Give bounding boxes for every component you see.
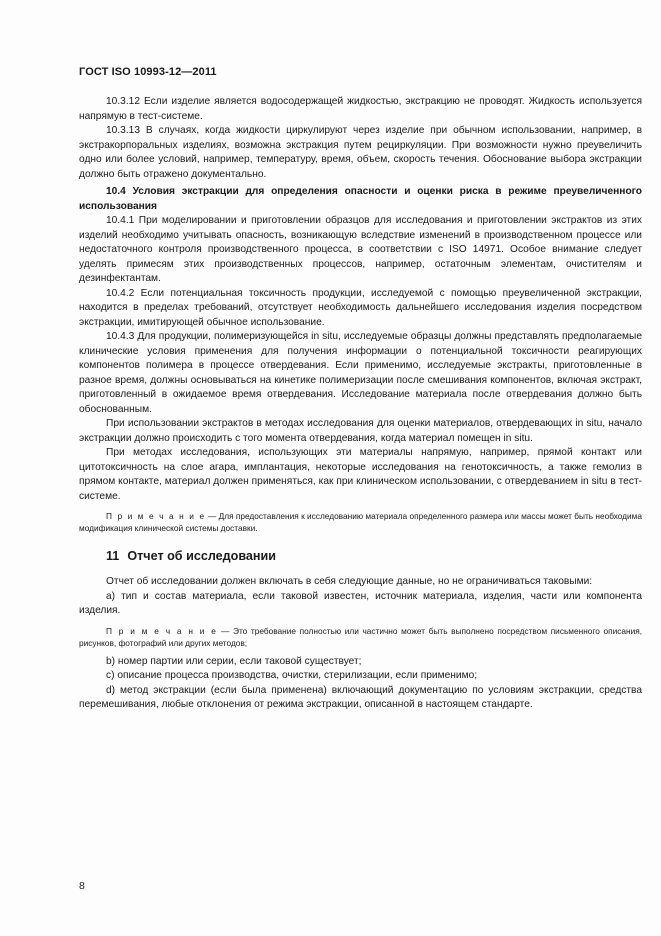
paragraph-10-3-12: 10.3.12 Если изделие является водосодержащей жидкостью, экстракцию не проводят. Жидкость используется напрямую в тест-системе. <box>79 96 642 122</box>
section-11-number: 11 <box>106 549 120 563</box>
report-intro: Отчет об исследовании должен включать в себя следующие данные, но не ограничиваться таковыми: <box>106 576 593 587</box>
page-content <box>79 95 642 713</box>
report-item-d: d) метод экстракции (если была применена) включающий документацию по условиям экстракции, средства перемешивания, любые отклонения от режима экстракции, описанной в настоящем стандарте. <box>79 684 642 710</box>
note-2-text: — Это требование полностью или частично может быть выполнено посредством письменного описания, рисунков, фотографий или других методов; <box>79 625 642 648</box>
page-number: 8 <box>79 880 85 892</box>
standard-header: ГОСТ ISO 10993-12—2011 <box>79 66 217 78</box>
note-2-label: П р и м е ч а н и е <box>106 625 218 636</box>
note-1-label: П р и м е ч а н и е <box>106 511 206 521</box>
section-11-heading <box>79 548 642 564</box>
report-item-b: b) номер партии или серии, если таковой существует; <box>106 655 362 667</box>
note-2 <box>79 625 642 649</box>
note-1-text: — Для предоставления к исследованию материала определенного размера или массы может быть необходима модификация клинической системы доставки. <box>79 511 642 533</box>
paragraph-direct-methods: При методах исследования, использующих эти материалы напрямую, например, прямой контакт или цитотоксичность на слое агара, имплантация, некоторые исследования на генотоксичность, а также гемолиз в прямом контакте, материал должен применяться, как при клиническом использовании, с отвердеванием in situ в тест-системе. <box>79 447 642 502</box>
report-item-a: a) тип и состав материала, если таковой известен, источник материала, изделия, части или компонента изделия. <box>79 590 642 616</box>
paragraph-10-4-1: 10.4.1 При моделировании и приготовлении образцов для исследования и приготовлении экстрактов из этих изделий необходимо учитывать опасность, возникающую вследствие изменений в производственном процессе или недостаточного контроля производственного процесса, в соответствии с ISO 14971. Особое внимание следует уделять примесям этих производственных процессов, например, остаточным элементам, очистителям и дезинфектантам. <box>79 215 642 284</box>
note-1 <box>79 510 642 534</box>
paragraph-10-4-3: 10.4.3 Для продукции, полимеризующейся in situ, исследуемые образцы должны представлять предполагаемые клинические условия применения для получения информации о потенциальной токсичности реагирующих компонентов полимера в процессе отвердевания. Если применимо, исследуемые экстракты, приготовленные в разное время, должны основываться на кинетике полимеризации после смешивания компонентов, включая экстракт, приготовленный в ожидаемое время отвердевания. Исследование материала после отвердевания должно быть обоснованным. <box>79 331 642 415</box>
report-item-c: c) описание процесса производства, очистки, стерилизации, если применимо; <box>106 670 478 681</box>
subsection-10-4-heading: 10.4 Условия экстракции для определения опасности и оценки риска в режиме преувеличенного использования <box>79 186 642 212</box>
paragraph-10-3-13: 10.3.13 В случаях, когда жидкости циркулируют через изделие при обычном использовании, например, в экстракорпоральных изделиях, возможна экстракция путем рециркуляции. При возможности нужно преувеличить одно или более условий, например, температуру, время, объем, скорость течения. Обоснование выбора экстракции должно быть отражено документально. <box>79 125 642 180</box>
section-11-title: Отчет об исследовании <box>127 549 277 563</box>
paragraph-in-situ-extracts: При использовании экстрактов в методах исследования для оценки материалов, отвердевающих in situ, начало экстракции должно происходить с того момента отвердевания, когда материал помещен in situ. <box>79 418 642 444</box>
paragraph-10-4-2: 10.4.2 Если потенциальная токсичность продукции, исследуемой с помощью преувеличенной экстракции, находится в пределах требований, отсутствует необходимость дальнейшего исследования изделия посредством экстракции, имитирующей обычное использование. <box>79 287 642 328</box>
